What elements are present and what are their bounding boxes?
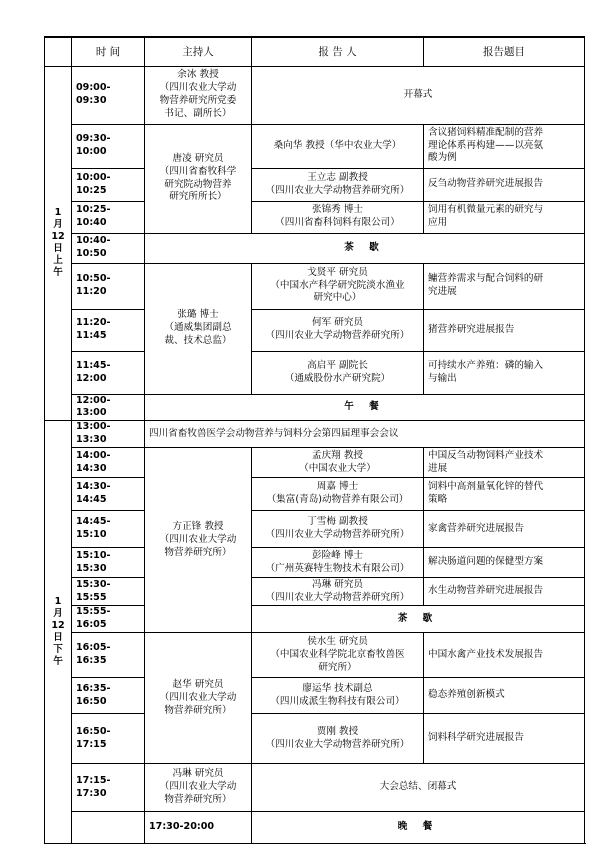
topic-line: 策略 <box>428 494 448 506</box>
time-cell: 12:00-13:00 <box>72 394 145 421</box>
tea-break: 茶 歇 <box>145 233 585 263</box>
opening-ceremony: 开幕式 <box>252 66 585 124</box>
speaker-line: 贾刚 教授 <box>316 725 359 737</box>
speaker-cell <box>252 511 424 548</box>
speaker-cell <box>252 633 424 678</box>
table-row <box>45 168 585 201</box>
speaker-line: （四川农业大学动物营养研究所） <box>265 738 410 750</box>
day-label-line: 1 <box>54 207 62 219</box>
speaker-line: （集富(青岛)动物营养有限公司） <box>266 494 409 506</box>
dinner: 晚 餐 <box>252 812 585 844</box>
speaker-cell <box>252 678 424 714</box>
table-row <box>45 394 585 421</box>
host-line: 研究院动物营养 <box>164 178 232 190</box>
speaker-cell <box>252 168 424 201</box>
time-cell: 15:55-16:05 <box>72 606 145 633</box>
speaker-line: 周嘉 博士 <box>316 481 359 493</box>
table-row <box>45 511 585 548</box>
time-cell: 11:45-12:00 <box>72 351 145 394</box>
host-cell <box>145 448 252 633</box>
host-cell <box>145 633 252 764</box>
time-cell: 16:35-16:50 <box>72 678 145 714</box>
time-cell: 16:05-16:35 <box>72 633 145 678</box>
conference-schedule-table <box>44 36 585 844</box>
speaker-line: 张锦秀 博士 <box>311 204 364 216</box>
header-topic: 报告题目 <box>424 37 585 66</box>
host-cell <box>145 263 252 394</box>
speaker-line: （四川成派生物科技有限公司） <box>270 695 405 707</box>
speaker-cell <box>252 263 424 309</box>
table-header-row <box>45 37 585 66</box>
time-cell: 16:50-17:15 <box>72 714 145 764</box>
speaker-line: （四川农业大学动物营养研究所） <box>265 529 410 541</box>
time-cell: 10:50-11:20 <box>72 263 145 309</box>
table-row <box>45 201 585 233</box>
topic-line: 家禽营养研究进展报告 <box>428 522 524 534</box>
table-row <box>45 678 585 714</box>
topic-cell <box>424 448 585 478</box>
host-cell <box>145 764 252 812</box>
table-row <box>45 448 585 478</box>
speaker-line: 彭险峰 博士 <box>311 549 364 561</box>
header-empty-cell <box>45 37 72 66</box>
topic-cell <box>424 351 585 394</box>
topic-cell <box>424 548 585 578</box>
speaker-cell <box>252 578 424 606</box>
topic-line: 中国水禽产业技术发展报告 <box>428 648 544 660</box>
topic-line: 进展 <box>428 462 448 474</box>
host-line: （通威集团副总 <box>164 322 232 334</box>
day-label-afternoon <box>45 421 72 844</box>
day-label-line: 下 <box>53 644 63 656</box>
day-label-line: 日 <box>53 632 63 644</box>
speaker-line: （广州英赛特生物技术有限公司） <box>265 562 410 574</box>
time-cell: 09:30-10:00 <box>72 124 145 168</box>
host-line: 唐凌 研究员 <box>172 152 224 164</box>
closing-ceremony: 大会总结、闭幕式 <box>252 764 585 812</box>
day-label-line: 午 <box>53 267 63 279</box>
speaker-line: 丁雪梅 副教授 <box>307 516 368 528</box>
header-host: 主持人 <box>145 37 252 66</box>
table-row <box>45 309 585 351</box>
time-cell: 14:00-14:30 <box>72 448 145 478</box>
header-time: 时 间 <box>72 37 145 66</box>
table-row <box>45 124 585 168</box>
topic-line: 可持续水产养殖：磷的输入 <box>428 359 544 371</box>
host-cell <box>145 66 252 124</box>
host-line: （四川农业大学动 <box>159 781 237 793</box>
topic-cell <box>424 168 585 201</box>
time-cell: 11:20-11:45 <box>72 309 145 351</box>
topic-cell <box>424 578 585 606</box>
day-label-line: 12 <box>51 620 65 632</box>
table-row <box>45 633 585 678</box>
topic-cell <box>424 309 585 351</box>
host-line: 物营养研究所） <box>164 546 232 558</box>
day-label-line: 午 <box>53 656 63 668</box>
table-row <box>45 578 585 606</box>
topic-line: 饲料中高剂量氧化锌的替代 <box>428 481 544 493</box>
table-row <box>45 548 585 578</box>
topic-line: 反刍动物营养研究进展报告 <box>428 178 544 190</box>
speaker-line: （四川农业大学动物营养研究所） <box>265 591 410 603</box>
speaker-cell <box>252 351 424 394</box>
host-line: 物营养研究所） <box>164 704 232 716</box>
host-line: 冯琳 研究员 <box>172 768 224 780</box>
topic-cell <box>424 124 585 168</box>
speaker-line: 高启平 副院长 <box>307 359 368 371</box>
time-cell: 14:45-15:10 <box>72 511 145 548</box>
host-line: 方正锋 教授 <box>172 520 224 532</box>
speaker-cell <box>252 448 424 478</box>
speaker-line: 戈贤平 研究员 <box>307 266 368 278</box>
speaker-cell <box>252 714 424 764</box>
topic-cell <box>424 263 585 309</box>
speaker-cell <box>252 548 424 578</box>
host-line: 物营养研究所） <box>164 794 232 806</box>
day-label-empty <box>72 812 145 844</box>
topic-line: 应用 <box>428 217 448 228</box>
host-line: 物营养研究所党委 <box>159 95 237 106</box>
speaker-line: （通威股份水产研究院） <box>284 372 391 384</box>
topic-cell <box>424 478 585 511</box>
time-cell: 10:40-10:50 <box>72 233 145 263</box>
topic-line: 饲料科学研究进展报告 <box>428 732 524 744</box>
host-cell <box>145 124 252 233</box>
day-label-line: 12 <box>51 231 65 243</box>
topic-line: 与输出 <box>428 372 457 384</box>
time-cell: 17:15-17:30 <box>72 764 145 812</box>
host-line: （四川农业大学动 <box>159 533 237 545</box>
topic-line: 酸为例 <box>428 152 457 164</box>
host-line: 书记、副所长） <box>164 107 232 119</box>
speaker-line: 孟庆翔 教授 <box>311 449 364 461</box>
table-row <box>45 233 585 263</box>
topic-line: 中国反刍动物饲料产业技术 <box>428 449 544 461</box>
host-line: 余冰 教授 <box>177 69 219 81</box>
table-row <box>45 351 585 394</box>
day-label-line: 上 <box>53 255 63 267</box>
speaker-line: 研究中心） <box>313 292 362 304</box>
day-label-line: 1 <box>54 596 62 608</box>
table-row <box>45 66 585 124</box>
table-row <box>45 263 585 309</box>
speaker-line: 何军 研究员 <box>311 317 364 329</box>
topic-line: 稳态养殖创新模式 <box>428 689 505 701</box>
lunch: 午 餐 <box>145 394 585 421</box>
speaker-line: （四川农业大学动物营养研究所） <box>265 184 410 196</box>
speaker-line: 研究所） <box>318 661 357 673</box>
time-cell: 15:10-15:30 <box>72 548 145 578</box>
topic-line: 理论体系再构建——以亮氨 <box>428 139 544 151</box>
topic-line: 水生动物营养研究进展报告 <box>428 585 544 597</box>
time-cell: 17:30-20:00 <box>145 812 252 844</box>
table-row <box>45 606 585 633</box>
speaker-line: （中国水产科学研究院淡水渔业 <box>270 279 405 291</box>
speaker-cell <box>252 478 424 511</box>
day-label-line: 日 <box>53 243 63 255</box>
speaker-line: 王立志 副教授 <box>307 171 368 183</box>
topic-line: 鳙营养需求与配合饲料的研 <box>428 273 544 285</box>
table-row <box>45 714 585 764</box>
host-line: 裁、技术总监） <box>164 334 232 346</box>
time-cell: 14:30-14:45 <box>72 478 145 511</box>
table-row <box>45 478 585 511</box>
topic-cell <box>424 511 585 548</box>
speaker-line: （四川省畜科饲料有限公司） <box>275 217 400 228</box>
host-line: 张璐 博士 <box>177 309 219 321</box>
topic-cell <box>424 201 585 233</box>
topic-line: 猪营养研究进展报告 <box>428 323 515 335</box>
table-row <box>45 812 585 844</box>
topic-cell <box>424 633 585 678</box>
speaker-line: 桑向华 教授（华中农业大学） <box>273 139 402 151</box>
day-label-line: 月 <box>53 219 63 231</box>
table-row <box>45 764 585 812</box>
time-cell: 09:00-09:30 <box>72 66 145 124</box>
tea-break: 茶 歇 <box>252 606 585 633</box>
host-line: （四川农业大学动 <box>159 691 237 703</box>
speaker-line: 侯水生 研究员 <box>307 635 368 647</box>
host-line: （四川农业大学动 <box>159 82 237 94</box>
speaker-cell <box>252 201 424 233</box>
speaker-line: 冯琳 研究员 <box>311 578 364 590</box>
table-row <box>45 421 585 448</box>
speaker-line: （四川农业大学动物营养研究所） <box>265 330 410 341</box>
topic-cell <box>424 678 585 714</box>
speaker-cell <box>252 309 424 351</box>
time-cell: 10:00-10:25 <box>72 168 145 201</box>
time-cell: 15:30-15:55 <box>72 578 145 606</box>
day-label-line: 月 <box>53 608 63 620</box>
speaker-line: 廖运华 技术副总 <box>302 682 373 694</box>
host-line: 赵华 研究员 <box>172 678 224 690</box>
speaker-line: （中国农业科学院北京畜牧兽医 <box>270 648 405 660</box>
time-cell: 13:00-13:30 <box>72 421 145 448</box>
council-meeting: 四川省畜牧兽医学会动物营养与饲料分会第四届理事会会议 <box>145 421 585 448</box>
time-cell: 10:25-10:40 <box>72 201 145 233</box>
topic-line: 究进展 <box>428 286 457 297</box>
day-label-morning <box>45 66 72 421</box>
host-line: （四川省畜牧科学 <box>159 165 237 177</box>
header-speaker: 报 告 人 <box>252 37 424 66</box>
host-line: 研究所所长） <box>169 191 227 203</box>
speaker-line: （中国农业大学） <box>299 462 376 474</box>
speaker-cell <box>252 124 424 168</box>
topic-line: 饲用有机微量元素的研究与 <box>428 204 544 216</box>
topic-line: 含议猪饲料精准配制的营养 <box>428 126 544 138</box>
topic-cell <box>424 714 585 764</box>
topic-line: 解决肠道问题的保健型方案 <box>428 556 544 568</box>
